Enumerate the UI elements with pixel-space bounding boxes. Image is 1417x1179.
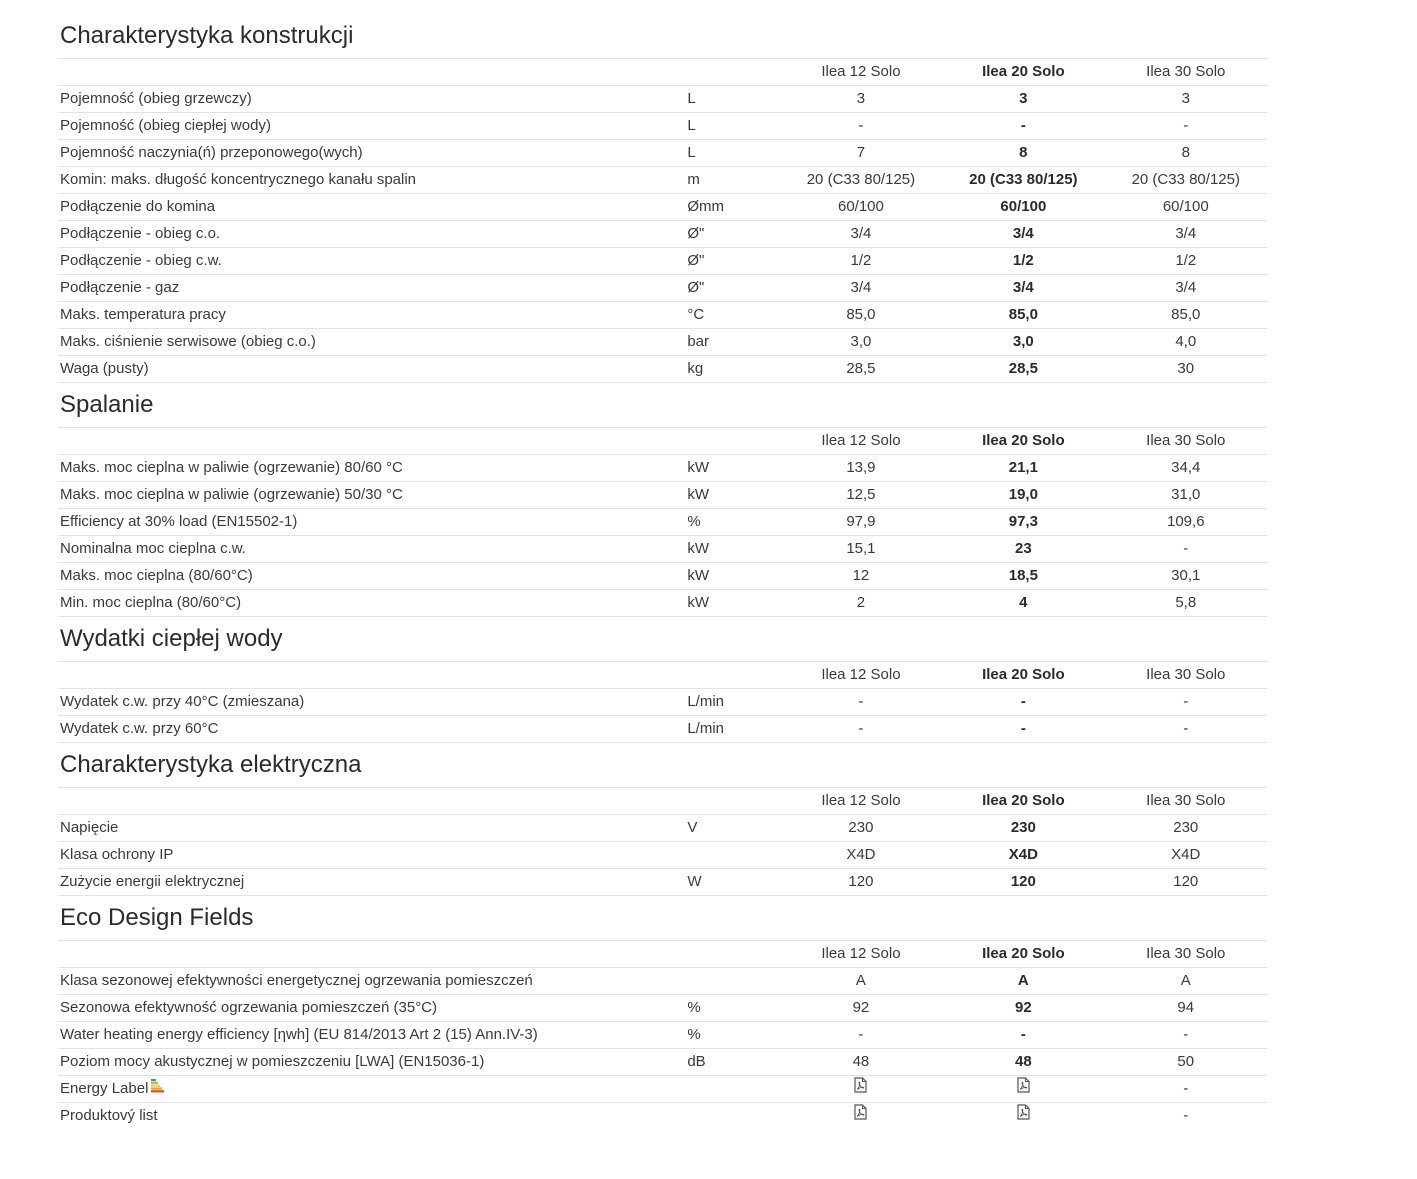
spec-label-text: Podłączenie do komina — [60, 198, 216, 215]
spec-value — [780, 1103, 942, 1129]
spec-label-text: Poziom mocy akustycznej w pomieszczeniu [LWA] (EN15036-1) — [60, 1053, 485, 1070]
spec-value: A — [1180, 972, 1191, 989]
spec-unit — [687, 1076, 779, 1102]
spec-row — [58, 455, 1267, 482]
spec-value: 18,5 — [1008, 567, 1038, 584]
spec-unit: Ømm — [687, 198, 724, 215]
model-header-row — [58, 662, 1267, 689]
spec-value: 21,1 — [1008, 459, 1038, 476]
spec-label — [58, 113, 687, 139]
spec-unit: % — [687, 999, 701, 1016]
spec-value: 3,0 — [850, 333, 872, 350]
spec-label — [58, 842, 687, 868]
spec-table — [58, 14, 1267, 1129]
spec-value: 230 — [848, 819, 874, 836]
spec-value: 48 — [852, 1053, 870, 1070]
header-spacer — [687, 59, 779, 85]
spec-row — [58, 590, 1267, 617]
section-title: Spalanie — [58, 383, 1267, 428]
spec-label-text: Maks. ciśnienie serwisowe (obieg c.o.) — [60, 333, 316, 350]
spec-label-text: Podłączenie - obieg c.o. — [60, 225, 221, 242]
spec-row — [58, 194, 1267, 221]
spec-unit: W — [687, 873, 702, 890]
pdf-icon[interactable] — [1017, 1103, 1030, 1129]
header-spacer — [58, 662, 687, 688]
spec-value: A — [855, 972, 866, 989]
spec-label — [58, 86, 687, 112]
spec-row — [58, 113, 1267, 140]
spec-unit: °C — [687, 306, 705, 323]
spec-label-text: Wydatek c.w. przy 60°C — [60, 720, 219, 737]
spec-unit: L/min — [687, 720, 725, 737]
spec-value: - — [858, 720, 864, 737]
section-title: Charakterystyka elektryczna — [58, 743, 1267, 788]
spec-value: - — [1183, 540, 1189, 557]
spec-label — [58, 1103, 687, 1129]
spec-label — [58, 302, 687, 328]
spec-label-text: Nominalna moc cieplna c.w. — [60, 540, 246, 557]
spec-label-text: Water heating energy efficiency [ηwh] (EU 814/2013 Art 2 (15) Ann.IV-3) — [60, 1026, 538, 1043]
spec-label-text: Pojemność naczynia(ń) przeponowego(wych) — [60, 144, 363, 161]
spec-unit — [687, 968, 779, 994]
spec-section — [58, 383, 1267, 617]
spec-unit: bar — [687, 333, 710, 350]
spec-value: 120 — [1010, 873, 1036, 890]
spec-row — [58, 689, 1267, 716]
spec-label-text: Maks. moc cieplna w paliwie (ogrzewanie) 80/60 °C — [60, 459, 403, 476]
spec-section — [58, 14, 1267, 383]
spec-row — [58, 815, 1267, 842]
spec-value: 109,6 — [1167, 513, 1205, 530]
spec-section — [58, 617, 1267, 743]
spec-value: 12,5 — [846, 486, 876, 503]
spec-value — [942, 1076, 1104, 1102]
header-spacer — [58, 59, 687, 85]
spec-value: 120 — [848, 873, 874, 890]
pdf-icon[interactable] — [854, 1103, 867, 1129]
section-title: Eco Design Fields — [58, 896, 1267, 941]
spec-label-text: Energy Label — [60, 1080, 149, 1097]
spec-label-text: Efficiency at 30% load (EN15502-1) — [60, 513, 298, 530]
spec-unit — [687, 842, 779, 868]
pdf-icon[interactable] — [854, 1076, 867, 1102]
spec-label — [58, 716, 687, 742]
model-name: Ilea 30 Solo — [1146, 432, 1226, 449]
spec-row — [58, 563, 1267, 590]
spec-row — [58, 869, 1267, 896]
spec-value: 1/2 — [1175, 252, 1197, 269]
spec-label — [58, 995, 687, 1021]
spec-unit: kg — [687, 360, 704, 377]
spec-value: - — [1183, 1107, 1189, 1124]
spec-label-text: Wydatek c.w. przy 40°C (zmieszana) — [60, 693, 305, 710]
spec-value: 20 (C33 80/125) — [969, 171, 1078, 188]
spec-label — [58, 221, 687, 247]
model-name: Ilea 12 Solo — [821, 432, 901, 449]
spec-label-text: Podłączenie - obieg c.w. — [60, 252, 222, 269]
spec-value: 97,9 — [846, 513, 876, 530]
spec-row — [58, 167, 1267, 194]
spec-unit: V — [687, 819, 698, 836]
spec-value: 3/4 — [1175, 279, 1197, 296]
model-name: Ilea 12 Solo — [821, 666, 901, 683]
spec-row — [58, 356, 1267, 383]
spec-value: 85,0 — [1171, 306, 1201, 323]
header-spacer — [58, 428, 687, 454]
spec-value: 60/100 — [1162, 198, 1209, 215]
spec-label — [58, 869, 687, 895]
spec-value: 2 — [856, 594, 866, 611]
spec-value: 230 — [1173, 819, 1199, 836]
spec-label — [58, 536, 687, 562]
spec-unit: Ø" — [687, 225, 705, 242]
spec-value: 19,0 — [1008, 486, 1038, 503]
spec-row — [58, 140, 1267, 167]
spec-unit: m — [687, 171, 700, 188]
spec-value: 31,0 — [1171, 486, 1201, 503]
spec-row — [58, 536, 1267, 563]
spec-label — [58, 509, 687, 535]
spec-value: 3/4 — [1012, 279, 1034, 296]
spec-value: X4D — [846, 846, 876, 863]
spec-value: 230 — [1010, 819, 1036, 836]
spec-value: 97,3 — [1008, 513, 1038, 530]
spec-value: 3 — [1019, 90, 1028, 107]
spec-value: X4D — [1008, 846, 1038, 863]
spec-value: - — [858, 693, 864, 710]
spec-value: 20 (C33 80/125) — [1131, 171, 1240, 188]
spec-value: - — [1183, 720, 1189, 737]
spec-label-text: Podłączenie - gaz — [60, 279, 180, 296]
spec-value: 3 — [856, 90, 866, 107]
model-name: Ilea 20 Solo — [982, 666, 1065, 683]
spec-value: 34,4 — [1171, 459, 1201, 476]
spec-unit: Ø" — [687, 252, 705, 269]
spec-value — [780, 1076, 942, 1102]
spec-value: - — [858, 117, 864, 134]
spec-row — [58, 482, 1267, 509]
spec-value: - — [1020, 1026, 1026, 1043]
spec-unit: L/min — [687, 693, 725, 710]
spec-value: - — [858, 1026, 864, 1043]
spec-row — [58, 968, 1267, 995]
spec-value: - — [1020, 117, 1026, 134]
spec-label — [58, 167, 687, 193]
spec-unit: L — [687, 117, 696, 134]
spec-label-text: Maks. temperatura pracy — [60, 306, 226, 323]
spec-unit: kW — [687, 594, 709, 611]
spec-value: 92 — [852, 999, 870, 1016]
spec-value: 3 — [1181, 90, 1190, 107]
model-header-row — [58, 941, 1267, 968]
spec-value: 50 — [1177, 1053, 1195, 1070]
model-name: Ilea 30 Solo — [1146, 945, 1226, 962]
model-name: Ilea 12 Solo — [821, 792, 901, 809]
spec-value: 7 — [856, 144, 866, 161]
spec-unit: dB — [687, 1053, 706, 1070]
model-name: Ilea 20 Solo — [982, 792, 1065, 809]
spec-label — [58, 563, 687, 589]
spec-label-text: Sezonowa efektywność ogrzewania pomieszczeń (35°C) — [60, 999, 438, 1016]
spec-value: 15,1 — [846, 540, 876, 557]
spec-label — [58, 275, 687, 301]
spec-unit: % — [687, 513, 701, 530]
spec-value: 3,0 — [1012, 333, 1034, 350]
spec-unit: L — [687, 144, 696, 161]
spec-value: - — [1020, 720, 1026, 737]
spec-row — [58, 995, 1267, 1022]
model-name: Ilea 12 Solo — [821, 945, 901, 962]
header-spacer — [58, 941, 687, 967]
spec-value: A — [1017, 972, 1029, 989]
model-name: Ilea 30 Solo — [1146, 666, 1226, 683]
spec-value: 30 — [1177, 360, 1195, 377]
section-title: Wydatki ciepłej wody — [58, 617, 1267, 662]
model-header-row — [58, 788, 1267, 815]
header-spacer — [687, 941, 779, 967]
spec-value: 1/2 — [1012, 252, 1034, 269]
spec-row — [58, 248, 1267, 275]
spec-value: 28,5 — [846, 360, 876, 377]
spec-row — [58, 1103, 1267, 1129]
spec-label — [58, 140, 687, 166]
spec-value: 5,8 — [1175, 594, 1197, 611]
spec-value: - — [1183, 1080, 1189, 1097]
spec-row — [58, 842, 1267, 869]
spec-row — [58, 86, 1267, 113]
spec-label — [58, 482, 687, 508]
spec-unit: kW — [687, 540, 709, 557]
spec-label-text: Pojemność (obieg ciepłej wody) — [60, 117, 271, 134]
spec-value: 3/4 — [1012, 225, 1034, 242]
spec-value — [942, 1103, 1104, 1129]
header-spacer — [687, 788, 779, 814]
spec-row — [58, 1076, 1267, 1103]
spec-section — [58, 896, 1267, 1129]
spec-value: 85,0 — [846, 306, 876, 323]
model-name: Ilea 20 Solo — [982, 945, 1065, 962]
spec-row — [58, 509, 1267, 536]
spec-unit: % — [687, 1026, 701, 1043]
spec-value: 12 — [852, 567, 870, 584]
spec-value: 92 — [1015, 999, 1032, 1016]
spec-label — [58, 689, 687, 715]
spec-label — [58, 1049, 687, 1075]
header-spacer — [687, 428, 779, 454]
pdf-icon[interactable] — [1017, 1076, 1030, 1102]
spec-value: 94 — [1177, 999, 1195, 1016]
spec-row — [58, 1022, 1267, 1049]
spec-value: 13,9 — [846, 459, 876, 476]
spec-value: 3/4 — [850, 279, 872, 296]
model-name: Ilea 20 Solo — [982, 63, 1065, 80]
spec-label — [58, 590, 687, 616]
spec-value: - — [1020, 693, 1026, 710]
spec-value: 23 — [1015, 540, 1032, 557]
model-name: Ilea 30 Solo — [1146, 63, 1226, 80]
header-spacer — [58, 788, 687, 814]
spec-label-text: Maks. moc cieplna (80/60°C) — [60, 567, 253, 584]
spec-label-text: Klasa sezonowej efektywności energetycznej ogrzewania pomieszczeń — [60, 972, 533, 989]
spec-label-text: Klasa ochrony IP — [60, 846, 174, 863]
spec-value: - — [1183, 1026, 1189, 1043]
spec-value: 60/100 — [1000, 198, 1047, 215]
spec-section — [58, 743, 1267, 896]
spec-label — [58, 815, 687, 841]
spec-label — [58, 455, 687, 481]
spec-row — [58, 1049, 1267, 1076]
energy-label-icon — [151, 1076, 165, 1102]
spec-row — [58, 275, 1267, 302]
spec-unit: Ø" — [687, 279, 705, 296]
spec-row — [58, 221, 1267, 248]
spec-unit: L — [687, 90, 696, 107]
spec-unit: kW — [687, 459, 709, 476]
spec-value: X4D — [1171, 846, 1201, 863]
spec-label — [58, 194, 687, 220]
spec-value: 85,0 — [1008, 306, 1038, 323]
spec-unit: kW — [687, 486, 709, 503]
spec-value: 4,0 — [1175, 333, 1197, 350]
spec-value: 8 — [1181, 144, 1190, 161]
spec-value: 8 — [1019, 144, 1028, 161]
model-name: Ilea 20 Solo — [982, 432, 1065, 449]
spec-row — [58, 716, 1267, 743]
spec-value: 120 — [1173, 873, 1199, 890]
section-title: Charakterystyka konstrukcji — [58, 14, 1267, 59]
header-spacer — [687, 662, 779, 688]
spec-value: 3/4 — [1175, 225, 1197, 242]
spec-label — [58, 1022, 687, 1048]
spec-value: 60/100 — [837, 198, 884, 215]
spec-row — [58, 329, 1267, 356]
spec-label-text: Waga (pusty) — [60, 360, 149, 377]
model-header-row — [58, 59, 1267, 86]
spec-value: 3/4 — [850, 225, 872, 242]
spec-value: 28,5 — [1008, 360, 1038, 377]
spec-label-text: Napięcie — [60, 819, 119, 836]
spec-label-text: Pojemność (obieg grzewczy) — [60, 90, 252, 107]
spec-label — [58, 356, 687, 382]
model-name: Ilea 12 Solo — [821, 63, 901, 80]
spec-label-text: Komin: maks. długość koncentrycznego kanału spalin — [60, 171, 417, 188]
spec-row — [58, 302, 1267, 329]
spec-label-text: Maks. moc cieplna w paliwie (ogrzewanie) 50/30 °C — [60, 486, 403, 503]
spec-label-text: Produktový list — [60, 1107, 158, 1124]
spec-label-text: Min. moc cieplna (80/60°C) — [60, 594, 242, 611]
model-name: Ilea 30 Solo — [1146, 792, 1226, 809]
spec-label — [58, 968, 687, 994]
spec-label-text: Zużycie energii elektrycznej — [60, 873, 245, 890]
spec-value: - — [1183, 117, 1189, 134]
spec-value: 4 — [1019, 594, 1028, 611]
spec-label — [58, 248, 687, 274]
spec-label — [58, 1076, 687, 1102]
spec-value: 20 (C33 80/125) — [806, 171, 916, 188]
spec-value: 1/2 — [850, 252, 872, 269]
spec-unit — [687, 1103, 779, 1129]
spec-value: 48 — [1015, 1053, 1032, 1070]
model-header-row — [58, 428, 1267, 455]
spec-value: - — [1183, 693, 1189, 710]
spec-label — [58, 329, 687, 355]
spec-unit: kW — [687, 567, 709, 584]
spec-value: 30,1 — [1171, 567, 1201, 584]
